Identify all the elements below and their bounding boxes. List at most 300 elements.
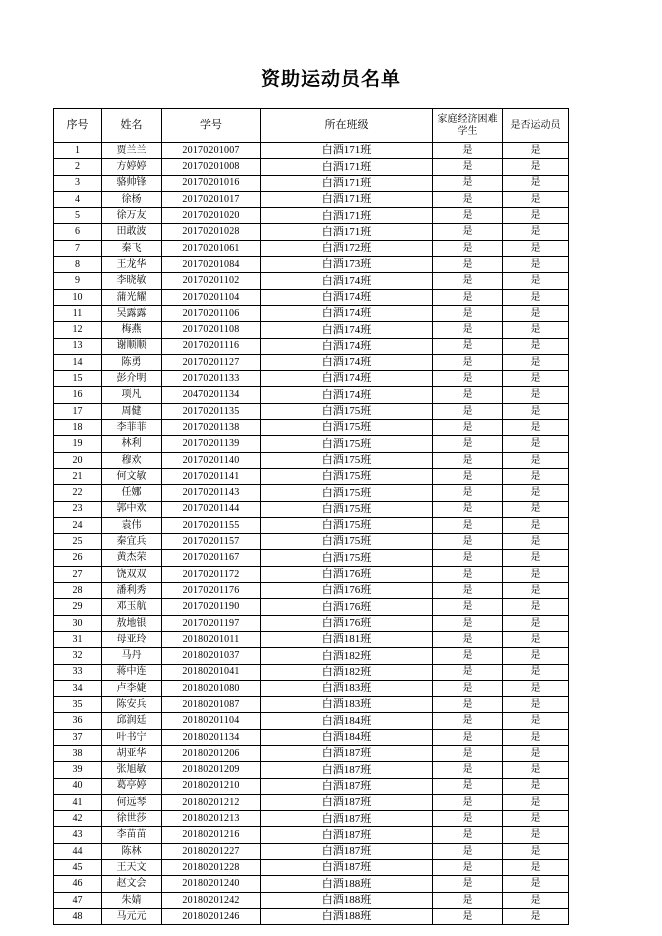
cell-class: 白酒174班 xyxy=(261,305,433,321)
cell-athlete: 是 xyxy=(503,338,569,354)
cell-name: 李菲菲 xyxy=(102,420,162,436)
cell-class: 白酒175班 xyxy=(261,452,433,468)
cell-financial-aid: 是 xyxy=(433,289,503,305)
cell-sequence: 21 xyxy=(54,468,102,484)
cell-sequence: 20 xyxy=(54,452,102,468)
cell-student-id: 20170201116 xyxy=(162,338,261,354)
cell-financial-aid: 是 xyxy=(433,713,503,729)
cell-sequence: 47 xyxy=(54,892,102,908)
cell-financial-aid: 是 xyxy=(433,159,503,175)
cell-athlete: 是 xyxy=(503,664,569,680)
cell-athlete: 是 xyxy=(503,892,569,908)
cell-student-id: 20170201017 xyxy=(162,191,261,207)
cell-student-id: 20180201242 xyxy=(162,892,261,908)
cell-sequence: 30 xyxy=(54,615,102,631)
cell-athlete: 是 xyxy=(503,354,569,370)
cell-sequence: 19 xyxy=(54,436,102,452)
cell-athlete: 是 xyxy=(503,648,569,664)
cell-student-id: 20170201155 xyxy=(162,517,261,533)
cell-name: 李苗苗 xyxy=(102,827,162,843)
cell-class: 白酒176班 xyxy=(261,615,433,631)
cell-name: 朱婧 xyxy=(102,892,162,908)
cell-name: 秦宜兵 xyxy=(102,534,162,550)
cell-athlete: 是 xyxy=(503,485,569,501)
cell-financial-aid: 是 xyxy=(433,680,503,696)
cell-sequence: 39 xyxy=(54,762,102,778)
column-header-class: 所在班级 xyxy=(261,109,433,143)
table-row xyxy=(54,566,569,582)
cell-student-id: 20180201011 xyxy=(162,631,261,647)
cell-class: 白酒171班 xyxy=(261,175,433,191)
cell-student-id: 20170201106 xyxy=(162,305,261,321)
cell-sequence: 5 xyxy=(54,208,102,224)
table-row xyxy=(54,908,569,924)
cell-class: 白酒175班 xyxy=(261,550,433,566)
cell-class: 白酒184班 xyxy=(261,713,433,729)
cell-athlete: 是 xyxy=(503,697,569,713)
cell-class: 白酒174班 xyxy=(261,289,433,305)
table-row xyxy=(54,436,569,452)
cell-financial-aid: 是 xyxy=(433,892,503,908)
table-row xyxy=(54,143,569,159)
table-row xyxy=(54,305,569,321)
cell-name: 袁伟 xyxy=(102,517,162,533)
cell-financial-aid: 是 xyxy=(433,664,503,680)
cell-class: 白酒188班 xyxy=(261,892,433,908)
cell-name: 饶双双 xyxy=(102,566,162,582)
cell-student-id: 20180201209 xyxy=(162,762,261,778)
cell-name: 徐万友 xyxy=(102,208,162,224)
table-header xyxy=(54,109,569,143)
cell-student-id: 20180201227 xyxy=(162,843,261,859)
cell-name: 徐世莎 xyxy=(102,811,162,827)
cell-financial-aid: 是 xyxy=(433,305,503,321)
cell-athlete: 是 xyxy=(503,420,569,436)
cell-sequence: 14 xyxy=(54,354,102,370)
cell-class: 白酒187班 xyxy=(261,811,433,827)
cell-financial-aid: 是 xyxy=(433,387,503,403)
cell-sequence: 11 xyxy=(54,305,102,321)
cell-student-id: 20470201134 xyxy=(162,387,261,403)
cell-student-id: 20170201104 xyxy=(162,289,261,305)
cell-student-id: 20180201080 xyxy=(162,680,261,696)
table-row xyxy=(54,485,569,501)
cell-sequence: 26 xyxy=(54,550,102,566)
cell-class: 白酒175班 xyxy=(261,517,433,533)
cell-student-id: 20170201135 xyxy=(162,403,261,419)
cell-student-id: 20170201143 xyxy=(162,485,261,501)
cell-student-id: 20170201139 xyxy=(162,436,261,452)
cell-student-id: 20170201172 xyxy=(162,566,261,582)
cell-name: 周健 xyxy=(102,403,162,419)
cell-class: 白酒173班 xyxy=(261,257,433,273)
table-row xyxy=(54,664,569,680)
cell-financial-aid: 是 xyxy=(433,648,503,664)
cell-sequence: 3 xyxy=(54,175,102,191)
cell-sequence: 15 xyxy=(54,371,102,387)
cell-class: 白酒175班 xyxy=(261,420,433,436)
cell-athlete: 是 xyxy=(503,550,569,566)
cell-student-id: 20180201246 xyxy=(162,908,261,924)
cell-class: 白酒171班 xyxy=(261,143,433,159)
cell-sequence: 33 xyxy=(54,664,102,680)
cell-financial-aid: 是 xyxy=(433,322,503,338)
cell-student-id: 20170201020 xyxy=(162,208,261,224)
cell-financial-aid: 是 xyxy=(433,599,503,615)
cell-student-id: 20170201061 xyxy=(162,240,261,256)
cell-financial-aid: 是 xyxy=(433,843,503,859)
cell-class: 白酒176班 xyxy=(261,599,433,615)
cell-athlete: 是 xyxy=(503,615,569,631)
cell-name: 梅燕 xyxy=(102,322,162,338)
table-row xyxy=(54,452,569,468)
cell-sequence: 7 xyxy=(54,240,102,256)
cell-student-id: 20170201176 xyxy=(162,583,261,599)
table-row xyxy=(54,403,569,419)
cell-athlete: 是 xyxy=(503,305,569,321)
cell-student-id: 20170201102 xyxy=(162,273,261,289)
cell-student-id: 20170201167 xyxy=(162,550,261,566)
table-row xyxy=(54,501,569,517)
cell-name: 任娜 xyxy=(102,485,162,501)
cell-student-id: 20170201084 xyxy=(162,257,261,273)
cell-student-id: 20170201141 xyxy=(162,468,261,484)
table-row xyxy=(54,338,569,354)
cell-financial-aid: 是 xyxy=(433,860,503,876)
cell-class: 白酒181班 xyxy=(261,631,433,647)
cell-financial-aid: 是 xyxy=(433,436,503,452)
cell-class: 白酒174班 xyxy=(261,354,433,370)
cell-athlete: 是 xyxy=(503,794,569,810)
cell-sequence: 32 xyxy=(54,648,102,664)
cell-name: 葛亭婷 xyxy=(102,778,162,794)
cell-sequence: 22 xyxy=(54,485,102,501)
cell-name: 项凡 xyxy=(102,387,162,403)
cell-name: 王龙华 xyxy=(102,257,162,273)
cell-sequence: 13 xyxy=(54,338,102,354)
cell-athlete: 是 xyxy=(503,175,569,191)
table-row xyxy=(54,371,569,387)
cell-financial-aid: 是 xyxy=(433,762,503,778)
cell-student-id: 20170201108 xyxy=(162,322,261,338)
cell-sequence: 17 xyxy=(54,403,102,419)
cell-athlete: 是 xyxy=(503,860,569,876)
cell-class: 白酒171班 xyxy=(261,224,433,240)
cell-financial-aid: 是 xyxy=(433,811,503,827)
cell-name: 邓玉航 xyxy=(102,599,162,615)
cell-athlete: 是 xyxy=(503,403,569,419)
table-row xyxy=(54,778,569,794)
cell-class: 白酒187班 xyxy=(261,762,433,778)
cell-name: 陈林 xyxy=(102,843,162,859)
cell-class: 白酒187班 xyxy=(261,843,433,859)
table-row xyxy=(54,729,569,745)
table-row xyxy=(54,257,569,273)
cell-class: 白酒175班 xyxy=(261,501,433,517)
cell-financial-aid: 是 xyxy=(433,876,503,892)
table-row xyxy=(54,860,569,876)
cell-athlete: 是 xyxy=(503,680,569,696)
cell-class: 白酒174班 xyxy=(261,338,433,354)
cell-name: 田敢波 xyxy=(102,224,162,240)
cell-student-id: 20180201041 xyxy=(162,664,261,680)
cell-sequence: 27 xyxy=(54,566,102,582)
cell-student-id: 20170201008 xyxy=(162,159,261,175)
cell-student-id: 20170201197 xyxy=(162,615,261,631)
cell-athlete: 是 xyxy=(503,257,569,273)
cell-student-id: 20170201127 xyxy=(162,354,261,370)
column-header-financial-aid: 家庭经济困难学生 xyxy=(433,109,503,143)
cell-athlete: 是 xyxy=(503,224,569,240)
cell-athlete: 是 xyxy=(503,371,569,387)
table-row xyxy=(54,322,569,338)
cell-class: 白酒175班 xyxy=(261,436,433,452)
cell-sequence: 18 xyxy=(54,420,102,436)
table-row xyxy=(54,827,569,843)
cell-class: 白酒174班 xyxy=(261,387,433,403)
cell-sequence: 24 xyxy=(54,517,102,533)
table-row xyxy=(54,420,569,436)
column-header-sequence: 序号 xyxy=(54,109,102,143)
cell-financial-aid: 是 xyxy=(433,420,503,436)
cell-financial-aid: 是 xyxy=(433,354,503,370)
cell-athlete: 是 xyxy=(503,599,569,615)
cell-financial-aid: 是 xyxy=(433,908,503,924)
cell-class: 白酒187班 xyxy=(261,827,433,843)
cell-financial-aid: 是 xyxy=(433,257,503,273)
cell-student-id: 20170201028 xyxy=(162,224,261,240)
table-row xyxy=(54,550,569,566)
cell-student-id: 20180201212 xyxy=(162,794,261,810)
cell-financial-aid: 是 xyxy=(433,534,503,550)
cell-athlete: 是 xyxy=(503,729,569,745)
cell-athlete: 是 xyxy=(503,452,569,468)
cell-financial-aid: 是 xyxy=(433,338,503,354)
cell-sequence: 36 xyxy=(54,713,102,729)
cell-financial-aid: 是 xyxy=(433,778,503,794)
cell-financial-aid: 是 xyxy=(433,403,503,419)
cell-financial-aid: 是 xyxy=(433,468,503,484)
cell-class: 白酒187班 xyxy=(261,745,433,761)
cell-sequence: 16 xyxy=(54,387,102,403)
table-row xyxy=(54,273,569,289)
column-header-student-id: 学号 xyxy=(162,109,261,143)
cell-class: 白酒175班 xyxy=(261,468,433,484)
cell-athlete: 是 xyxy=(503,745,569,761)
cell-name: 母亚玲 xyxy=(102,631,162,647)
cell-financial-aid: 是 xyxy=(433,517,503,533)
cell-financial-aid: 是 xyxy=(433,143,503,159)
cell-athlete: 是 xyxy=(503,240,569,256)
cell-sequence: 41 xyxy=(54,794,102,810)
cell-name: 陈勇 xyxy=(102,354,162,370)
cell-sequence: 25 xyxy=(54,534,102,550)
table-row xyxy=(54,843,569,859)
cell-sequence: 28 xyxy=(54,583,102,599)
cell-name: 郭中欢 xyxy=(102,501,162,517)
column-header-athlete: 是否运动员 xyxy=(503,109,569,143)
cell-sequence: 8 xyxy=(54,257,102,273)
cell-financial-aid: 是 xyxy=(433,175,503,191)
table-row xyxy=(54,794,569,810)
cell-name: 胡亚华 xyxy=(102,745,162,761)
cell-sequence: 46 xyxy=(54,876,102,892)
cell-sequence: 23 xyxy=(54,501,102,517)
table-body xyxy=(54,143,569,925)
cell-name: 叶书宁 xyxy=(102,729,162,745)
cell-student-id: 20180201228 xyxy=(162,860,261,876)
table-row xyxy=(54,517,569,533)
table-row xyxy=(54,697,569,713)
cell-athlete: 是 xyxy=(503,273,569,289)
cell-student-id: 20180201134 xyxy=(162,729,261,745)
table-row xyxy=(54,811,569,827)
cell-financial-aid: 是 xyxy=(433,583,503,599)
cell-name: 马丹 xyxy=(102,648,162,664)
cell-name: 贾兰兰 xyxy=(102,143,162,159)
page-title: 资助运动员名单 xyxy=(260,69,401,90)
cell-student-id: 20180201037 xyxy=(162,648,261,664)
cell-class: 白酒176班 xyxy=(261,566,433,582)
cell-financial-aid: 是 xyxy=(433,550,503,566)
table-row xyxy=(54,631,569,647)
cell-athlete: 是 xyxy=(503,289,569,305)
cell-financial-aid: 是 xyxy=(433,631,503,647)
cell-athlete: 是 xyxy=(503,191,569,207)
table-row xyxy=(54,159,569,175)
cell-financial-aid: 是 xyxy=(433,827,503,843)
cell-sequence: 37 xyxy=(54,729,102,745)
cell-class: 白酒171班 xyxy=(261,159,433,175)
cell-athlete: 是 xyxy=(503,908,569,924)
cell-sequence: 6 xyxy=(54,224,102,240)
cell-financial-aid: 是 xyxy=(433,485,503,501)
table-row xyxy=(54,599,569,615)
cell-student-id: 20170201140 xyxy=(162,452,261,468)
table-header-row xyxy=(54,109,569,143)
cell-name: 骆帅锋 xyxy=(102,175,162,191)
cell-financial-aid: 是 xyxy=(433,371,503,387)
table-row xyxy=(54,175,569,191)
cell-sequence: 35 xyxy=(54,697,102,713)
table-row xyxy=(54,892,569,908)
cell-sequence: 12 xyxy=(54,322,102,338)
cell-sequence: 34 xyxy=(54,680,102,696)
cell-name: 马元元 xyxy=(102,908,162,924)
cell-athlete: 是 xyxy=(503,208,569,224)
cell-class: 白酒174班 xyxy=(261,322,433,338)
table-row xyxy=(54,468,569,484)
cell-name: 秦飞 xyxy=(102,240,162,256)
cell-student-id: 20180201240 xyxy=(162,876,261,892)
cell-name: 方婷婷 xyxy=(102,159,162,175)
cell-name: 穆欢 xyxy=(102,452,162,468)
cell-financial-aid: 是 xyxy=(433,452,503,468)
cell-sequence: 1 xyxy=(54,143,102,159)
cell-student-id: 20180201210 xyxy=(162,778,261,794)
cell-athlete: 是 xyxy=(503,534,569,550)
cell-financial-aid: 是 xyxy=(433,566,503,582)
cell-name: 何文敏 xyxy=(102,468,162,484)
cell-athlete: 是 xyxy=(503,583,569,599)
table-row xyxy=(54,289,569,305)
cell-athlete: 是 xyxy=(503,713,569,729)
table-row xyxy=(54,354,569,370)
cell-class: 白酒175班 xyxy=(261,403,433,419)
cell-class: 白酒188班 xyxy=(261,876,433,892)
cell-name: 黄杰荣 xyxy=(102,550,162,566)
roster-table xyxy=(53,108,569,925)
cell-name: 陈安兵 xyxy=(102,697,162,713)
cell-sequence: 29 xyxy=(54,599,102,615)
cell-athlete: 是 xyxy=(503,631,569,647)
cell-athlete: 是 xyxy=(503,811,569,827)
cell-athlete: 是 xyxy=(503,436,569,452)
table-row xyxy=(54,224,569,240)
cell-financial-aid: 是 xyxy=(433,224,503,240)
cell-sequence: 40 xyxy=(54,778,102,794)
cell-sequence: 38 xyxy=(54,745,102,761)
cell-sequence: 42 xyxy=(54,811,102,827)
table-row xyxy=(54,583,569,599)
cell-class: 白酒174班 xyxy=(261,273,433,289)
cell-financial-aid: 是 xyxy=(433,191,503,207)
cell-athlete: 是 xyxy=(503,159,569,175)
cell-financial-aid: 是 xyxy=(433,273,503,289)
cell-financial-aid: 是 xyxy=(433,794,503,810)
table-row xyxy=(54,713,569,729)
cell-sequence: 10 xyxy=(54,289,102,305)
table-row xyxy=(54,534,569,550)
cell-class: 白酒188班 xyxy=(261,908,433,924)
cell-name: 卢李婕 xyxy=(102,680,162,696)
cell-student-id: 20170201007 xyxy=(162,143,261,159)
cell-financial-aid: 是 xyxy=(433,501,503,517)
cell-student-id: 20180201213 xyxy=(162,811,261,827)
cell-financial-aid: 是 xyxy=(433,745,503,761)
cell-class: 白酒171班 xyxy=(261,208,433,224)
cell-athlete: 是 xyxy=(503,876,569,892)
cell-class: 白酒187班 xyxy=(261,794,433,810)
cell-class: 白酒175班 xyxy=(261,534,433,550)
table-row xyxy=(54,745,569,761)
cell-sequence: 31 xyxy=(54,631,102,647)
cell-class: 白酒183班 xyxy=(261,697,433,713)
cell-athlete: 是 xyxy=(503,143,569,159)
cell-athlete: 是 xyxy=(503,566,569,582)
cell-student-id: 20180201104 xyxy=(162,713,261,729)
cell-name: 蒲光耀 xyxy=(102,289,162,305)
roster-table-container xyxy=(53,108,568,925)
cell-class: 白酒172班 xyxy=(261,240,433,256)
cell-financial-aid: 是 xyxy=(433,615,503,631)
cell-student-id: 20170201133 xyxy=(162,371,261,387)
cell-financial-aid: 是 xyxy=(433,240,503,256)
cell-athlete: 是 xyxy=(503,322,569,338)
cell-name: 吴露露 xyxy=(102,305,162,321)
table-row xyxy=(54,240,569,256)
cell-name: 谢顺顺 xyxy=(102,338,162,354)
cell-financial-aid: 是 xyxy=(433,729,503,745)
table-row xyxy=(54,762,569,778)
cell-athlete: 是 xyxy=(503,827,569,843)
table-row xyxy=(54,648,569,664)
cell-name: 彭介明 xyxy=(102,371,162,387)
cell-student-id: 20180201216 xyxy=(162,827,261,843)
cell-student-id: 20180201206 xyxy=(162,745,261,761)
cell-student-id: 20170201157 xyxy=(162,534,261,550)
cell-name: 蒋中连 xyxy=(102,664,162,680)
